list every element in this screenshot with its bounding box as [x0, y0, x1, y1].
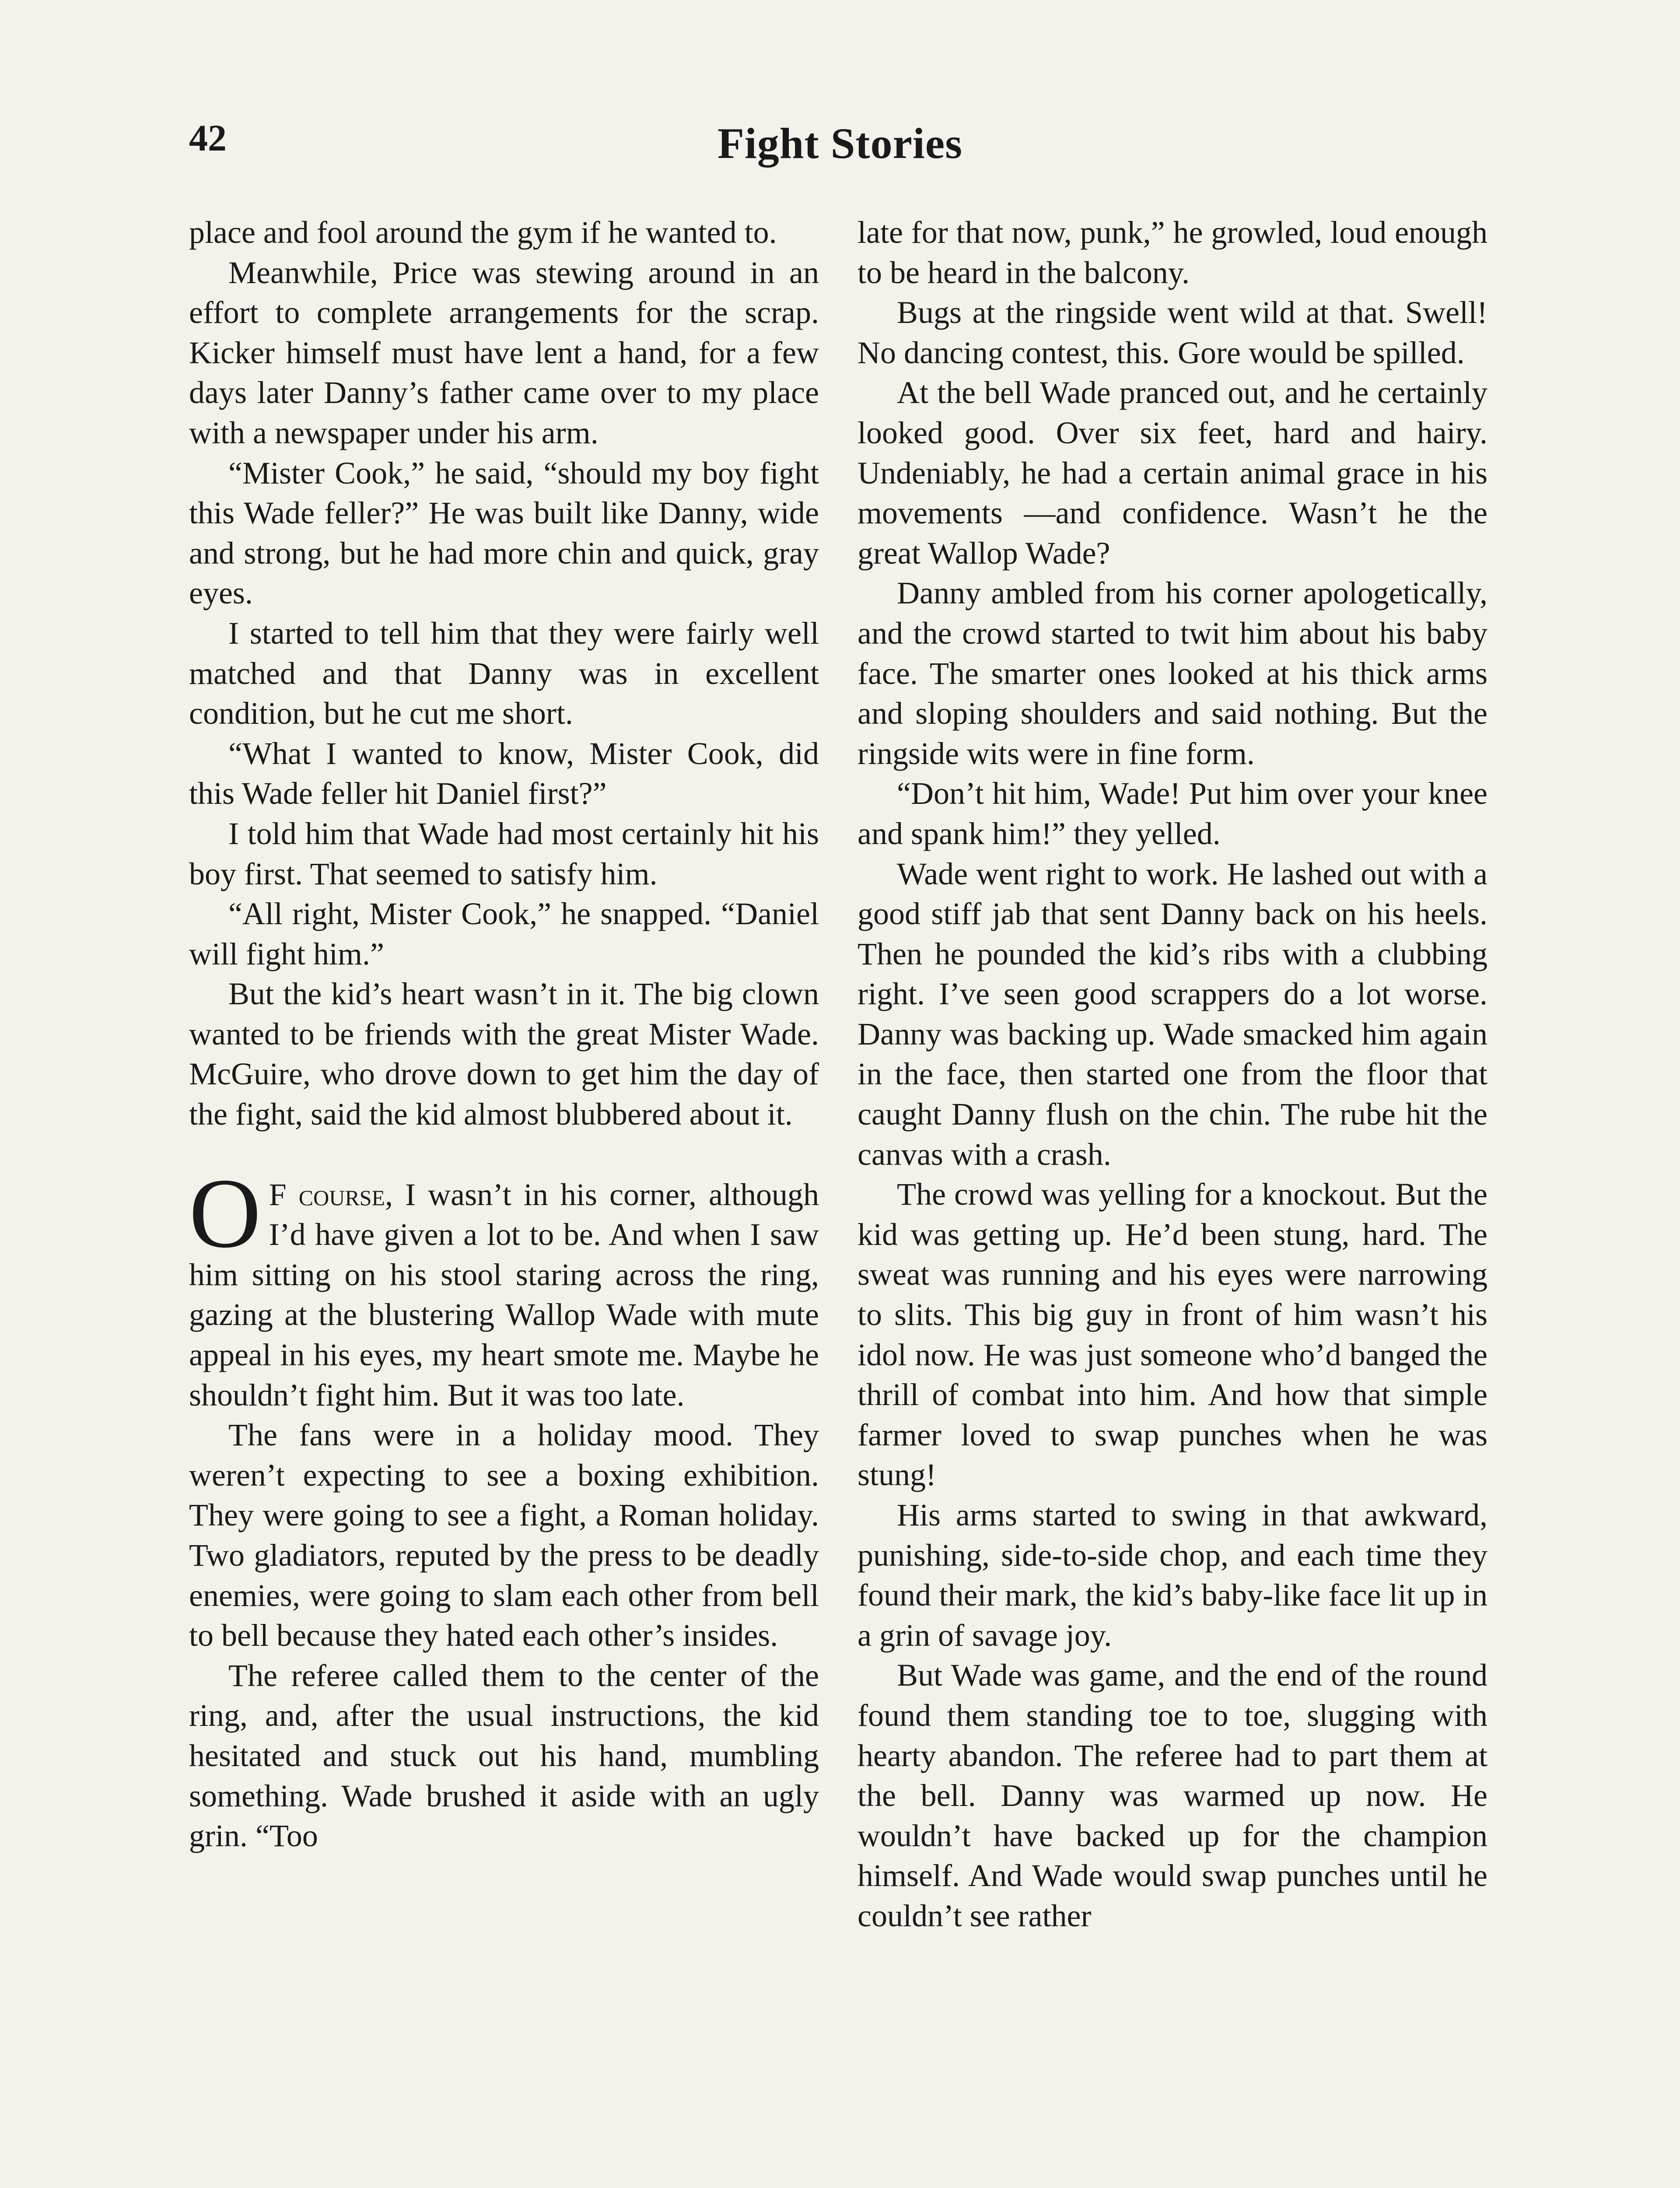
left-column: [189, 213, 819, 1856]
paragraph: But the kid’s heart wasn’t in it. The big clown wanted to be friends with the great Mister Wade. McGuire, who drove down to get him the day of the fight, said the kid almost blubbered about it.: [189, 976, 819, 1132]
paragraph: The referee called them to the center of the ring, and, after the usual instructions, the kid hesitated and stuck out his hand, mumbling something. Wade brushed it aside with an ugly grin. “Too: [189, 1658, 819, 1854]
paragraph: At the bell Wade pranced out, and he certainly looked good. Over six feet, hard and hairy. Undeniably, he had a certain animal grace in his movements —and confidence. Wasn’t he the great Wallop Wade?: [858, 375, 1488, 571]
paragraph: I told him that Wade had most certainly hit his boy first. That seemed to satisfy him.: [189, 816, 819, 891]
running-title: Fight Stories: [717, 119, 963, 168]
drop-cap: O: [189, 1158, 261, 1269]
paragraph-text: I wasn’t in his corner, although I’d have given a lot to be. And when I saw him sitting on his stool staring across the ring, gazing at the blustering Wallop Wade with mute appeal in his eyes, my heart smote me. Maybe he shouldn’t fight him. But it was too late.: [189, 1177, 819, 1413]
paragraph: late for that now, punk,” he growled, loud enough to be heard in the balcony.: [858, 215, 1488, 290]
paragraph: “Don’t hit him, Wade! Put him over your knee and spank him!” they yelled.: [858, 776, 1488, 851]
paragraph: The crowd was yelling for a knockout. But the kid was getting up. He’d been stung, hard. The sweat was running and his eyes were narrowing to slits. This big guy in front of him wasn’t his idol now. He was just someone who’d banged the thrill of combat into him. And how that simple farmer loved to swap punches when he was stung!: [858, 1177, 1488, 1493]
page-number: 42: [189, 117, 227, 159]
paragraph: His arms started to swing in that awkward, punishing, side-to-side chop, and each time they found their mark, the kid’s baby-like face lit up in a grin of savage joy.: [858, 1497, 1488, 1653]
paragraph: I started to tell him that they were fairly well matched and that Danny was in excellent condition, but he cut me short.: [189, 615, 819, 731]
paragraph: Bugs at the ringside went wild at that. Swell! No dancing contest, this. Gore would be spilled.: [858, 295, 1488, 370]
paragraph: Wade went right to work. He lashed out with a good stiff jab that sent Danny back on his heels. Then he pounded the kid’s ribs with a clubbing right. I’ve seen good scrappers do a lot worse. Danny was backing up. Wade smacked him again in the face, then started one from the floor that caught Danny flush on the chin. The rube hit the canvas with a crash.: [858, 856, 1488, 1172]
paragraph: place and fool around the gym if he wanted to.: [189, 215, 777, 250]
paragraph: “What I wanted to know, Mister Cook, did this Wade feller hit Daniel first?”: [189, 736, 819, 811]
drop-cap-continuation: F course,: [269, 1177, 393, 1212]
paragraph: The fans were in a holiday mood. They weren’t expecting to see a boxing exhibition. They were going to see a fight, a Roman holiday. Two gladiators, reputed by the press to be deadly enemies, were going to slam each other from bell to bell because they hated each other’s insides.: [189, 1417, 819, 1653]
right-column: [858, 213, 1488, 1936]
section-opening-paragraph: [189, 1158, 819, 1416]
paragraph: “Mister Cook,” he said, “should my boy fight this Wade feller?” He was built like Danny, wide and strong, but he had more chin and quick, gray eyes.: [189, 455, 819, 611]
paragraph: But Wade was game, and the end of the round found them standing toe to toe, slugging with hearty abandon. The referee had to part them at the bell. Danny was warmed up now. He wouldn’t have backed up for the champion himself. And Wade would swap punches until he couldn’t see rather: [858, 1658, 1488, 1933]
paragraph: Danny ambled from his corner apologetically, and the crowd started to twit him about his baby face. The smarter ones looked at his thick arms and sloping shoulders and said nothing. But the ringside wits were in fine form.: [858, 575, 1488, 771]
paragraph: Meanwhile, Price was stewing around in an effort to complete arrangements for the scrap. Kicker himself must have lent a hand, for a few days later Danny’s father came over to my place with a newspaper under his arm.: [189, 255, 819, 450]
paragraph: “All right, Mister Cook,” he snapped. “Daniel will fight him.”: [189, 896, 819, 971]
